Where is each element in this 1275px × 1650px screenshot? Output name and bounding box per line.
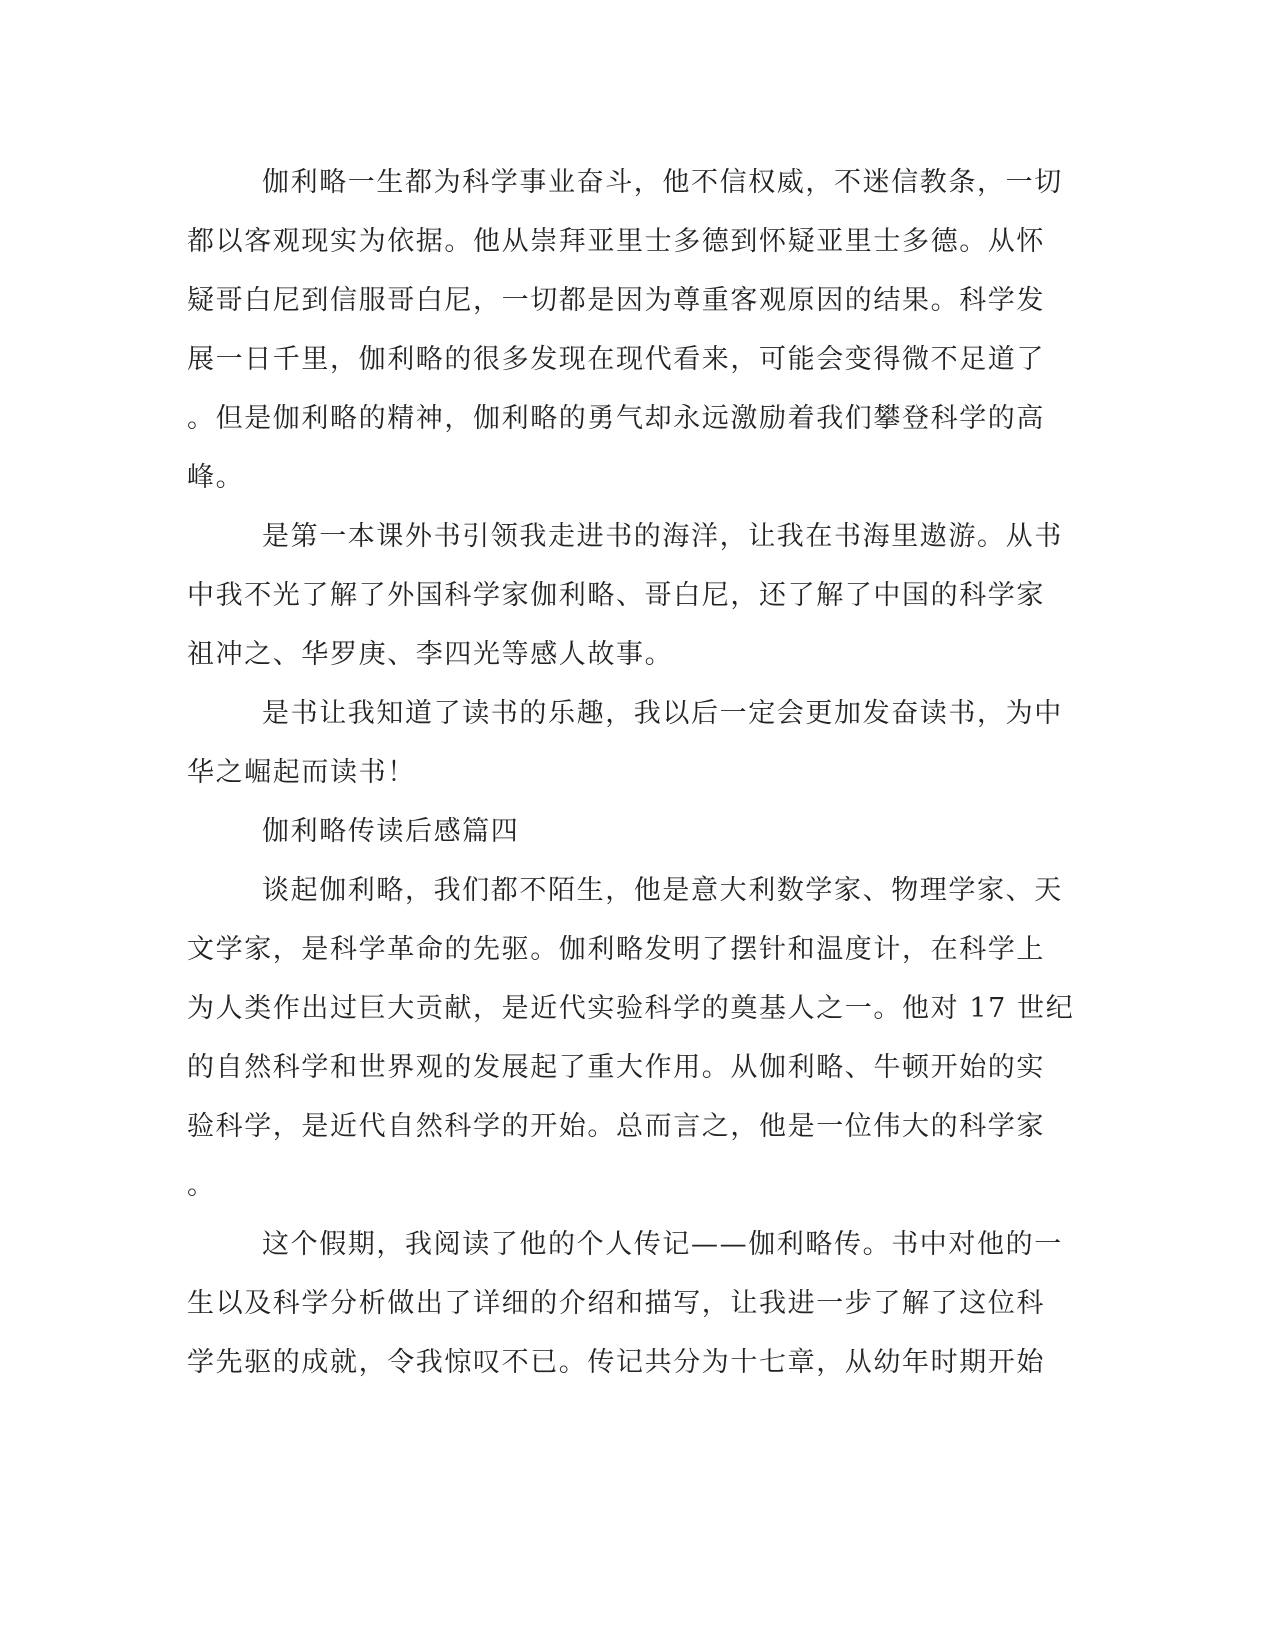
paragraph-4-line-6: 。 <box>187 1170 216 1201</box>
paragraph-4-line-1: 谈起伽利略，我们都不陌生，他是意大利数学家、物理学家、天 <box>262 875 1063 906</box>
section-heading: 伽利略传读后感篇四 <box>262 816 520 847</box>
paragraph-3-line-2: 华之崛起而读书！ <box>187 757 416 788</box>
paragraph-4-line-2: 文学家，是科学革命的先驱。伽利略发明了摆针和温度计，在科学上 <box>187 934 1045 965</box>
paragraph-1-line-5: 。但是伽利略的精神，伽利略的勇气却永远激励着我们攀登科学的高 <box>187 403 1045 434</box>
paragraph-2-line-2: 中我不光了解了外国科学家伽利略、哥白尼，还了解了中国的科学家 <box>187 580 1045 611</box>
paragraph-1-line-6: 峰。 <box>187 462 245 493</box>
paragraph-5-line-3: 学先驱的成就，令我惊叹不已。传记共分为十七章，从幼年时期开始 <box>187 1347 1045 1378</box>
paragraph-2-line-3: 祖冲之、华罗庚、李四光等感人故事。 <box>187 639 674 670</box>
paragraph-4-line-5: 验科学，是近代自然科学的开始。总而言之，他是一位伟大的科学家 <box>187 1111 1045 1142</box>
paragraph-5-line-1: 这个假期，我阅读了他的个人传记——伽利略传。书中对他的一 <box>262 1229 1063 1260</box>
paragraph-5-line-2: 生以及科学分析做出了详细的介绍和描写，让我进一步了解了这位科 <box>187 1288 1045 1319</box>
paragraph-1-line-3: 疑哥白尼到信服哥白尼，一切都是因为尊重客观原因的结果。科学发 <box>187 285 1045 316</box>
paragraph-1-line-4: 展一日千里，伽利略的很多发现在现代看来，可能会变得微不足道了 <box>187 344 1045 375</box>
paragraph-4-line-4: 的自然科学和世界观的发展起了重大作用。从伽利略、牛顿开始的实 <box>187 1052 1045 1083</box>
paragraph-1-line-2: 都以客观现实为依据。他从崇拜亚里士多德到怀疑亚里士多德。从怀 <box>187 226 1045 257</box>
paragraph-4-line-3: 为人类作出过巨大贡献，是近代实验科学的奠基人之一。他对 17 世纪 <box>187 993 1075 1024</box>
paragraph-1-line-1: 伽利略一生都为科学事业奋斗，他不信权威，不迷信教条，一切 <box>262 167 1063 198</box>
paragraph-3-line-1: 是书让我知道了读书的乐趣，我以后一定会更加发奋读书，为中 <box>262 698 1063 729</box>
paragraph-2-line-1: 是第一本课外书引领我走进书的海洋，让我在书海里遨游。从书 <box>262 521 1063 552</box>
